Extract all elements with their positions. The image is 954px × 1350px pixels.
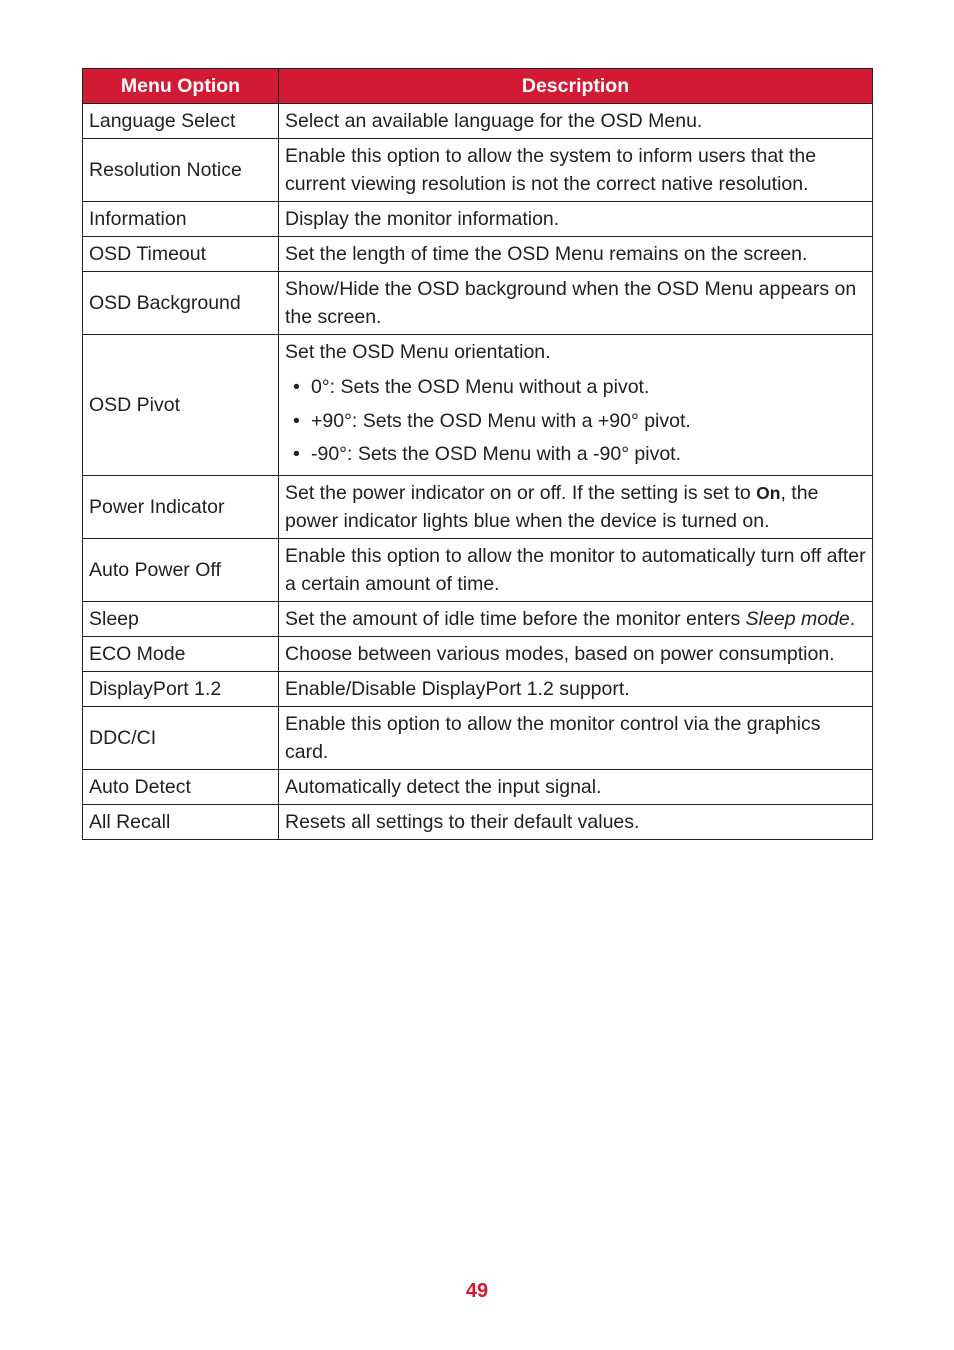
table-row	[83, 769, 873, 804]
menu-option-cell: Information	[83, 202, 279, 237]
pivot-options-list	[285, 371, 866, 472]
description-text: Set the power indicator on or off. If the setting is set to	[285, 481, 757, 504]
description-cell: Show/Hide the OSD background when the OSD Menu appears on the screen.	[279, 272, 873, 335]
menu-option-cell: Language Select	[83, 104, 279, 139]
table-row	[83, 237, 873, 272]
table-row	[83, 272, 873, 335]
menu-option-cell: Auto Power Off	[83, 538, 279, 601]
header-menu-option: Menu Option	[83, 69, 279, 104]
menu-option-cell: OSD Timeout	[83, 237, 279, 272]
table-row	[83, 538, 873, 601]
menu-option-cell: Resolution Notice	[83, 139, 279, 202]
table-row	[83, 202, 873, 237]
description-cell: Display the monitor information.	[279, 202, 873, 237]
bullet-icon: •	[293, 443, 300, 465]
setting-value-on: On	[756, 482, 781, 503]
table-row	[83, 706, 873, 769]
menu-option-cell: ECO Mode	[83, 636, 279, 671]
list-item-text: -90°: Sets the OSD Menu with a -90° pivot.	[311, 443, 682, 465]
menu-option-cell: Auto Detect	[83, 769, 279, 804]
description-cell: Select an available language for the OSD Menu.	[279, 104, 873, 139]
table-row	[83, 475, 873, 538]
menu-option-cell: DisplayPort 1.2	[83, 671, 279, 706]
sleep-mode-term: Sleep mode	[745, 607, 850, 630]
menu-option-cell: DDC/CI	[83, 706, 279, 769]
description-cell: Resets all settings to their default values.	[279, 804, 873, 839]
description-cell: Enable/Disable DisplayPort 1.2 support.	[279, 671, 873, 706]
header-description: Description	[279, 69, 873, 104]
description-cell: Set the length of time the OSD Menu remains on the screen.	[279, 237, 873, 272]
description-cell: Automatically detect the input signal.	[279, 769, 873, 804]
table-row	[83, 104, 873, 139]
list-item-text: 0°: Sets the OSD Menu without a pivot.	[311, 376, 650, 398]
table-row	[83, 671, 873, 706]
description-cell: Choose between various modes, based on power consumption.	[279, 636, 873, 671]
list-item	[285, 405, 866, 439]
description-text: .	[849, 607, 856, 630]
description-cell: Enable this option to allow the monitor to automatically turn off after a certain amount of time.	[279, 538, 873, 601]
table-row	[83, 139, 873, 202]
list-item	[285, 371, 866, 405]
bullet-icon: •	[293, 376, 300, 398]
description-cell	[279, 475, 873, 538]
bullet-icon: •	[293, 409, 300, 432]
description-cell: Enable this option to allow the system to inform users that the current viewing resolution is not the correct native resolution.	[279, 139, 873, 202]
table-row	[83, 601, 873, 636]
description-cell	[279, 601, 873, 636]
description-cell	[279, 335, 873, 476]
description-cell: Enable this option to allow the monitor control via the graphics card.	[279, 706, 873, 769]
description-text: , the power indicator lights blue when the device is turned on.	[285, 481, 819, 532]
description-text: Set the OSD Menu orientation.	[285, 341, 551, 363]
menu-option-cell: Sleep	[83, 601, 279, 636]
list-item-text: +90°: Sets the OSD Menu with a +90° pivot.	[311, 409, 691, 432]
list-item	[285, 438, 866, 472]
table-header-row	[83, 69, 873, 104]
menu-options-table	[82, 68, 873, 840]
menu-option-cell: OSD Background	[83, 272, 279, 335]
description-text: Set the amount of idle time before the monitor enters	[285, 607, 746, 630]
table-row	[83, 636, 873, 671]
menu-option-cell: Power Indicator	[83, 475, 279, 538]
menu-option-cell: OSD Pivot	[83, 335, 279, 476]
table-row	[83, 804, 873, 839]
table-row	[83, 335, 873, 476]
page-number: 49	[465, 1280, 489, 1302]
menu-option-cell: All Recall	[83, 804, 279, 839]
